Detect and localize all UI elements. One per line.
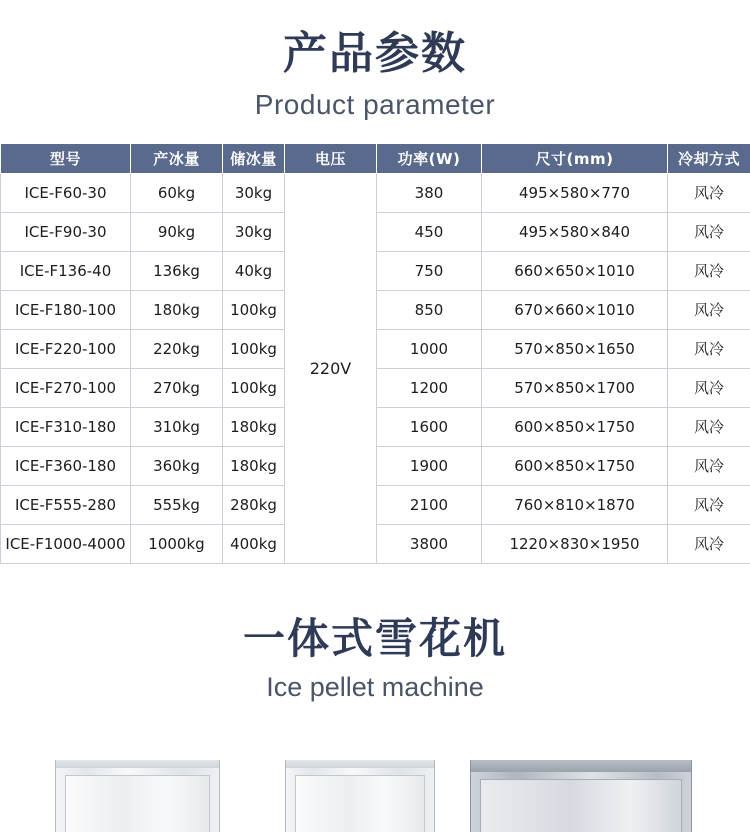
cell-model: ICE-F180-100 xyxy=(1,290,131,329)
machine-top-panel xyxy=(470,760,692,772)
machine-body xyxy=(285,768,435,832)
table-header-ice-output: 产冰量 xyxy=(131,143,223,173)
cell-power: 1600 xyxy=(377,407,482,446)
cell-cooling: 风冷 xyxy=(668,173,750,212)
cell-size: 1220×830×1950 xyxy=(482,524,668,563)
cell-model: ICE-F310-180 xyxy=(1,407,131,446)
cell-ice-output: 180kg xyxy=(131,290,223,329)
machine-body xyxy=(55,768,220,832)
cell-model: ICE-F220-100 xyxy=(1,329,131,368)
cell-size: 495×580×840 xyxy=(482,212,668,251)
cell-ice-output: 90kg xyxy=(131,212,223,251)
cell-ice-storage: 100kg xyxy=(223,329,285,368)
machine-top-panel xyxy=(285,760,435,768)
product-photo-strip xyxy=(0,760,750,832)
machine-top-panel xyxy=(55,760,220,768)
cell-size: 760×810×1870 xyxy=(482,485,668,524)
cell-size: 670×660×1010 xyxy=(482,290,668,329)
cell-power: 1200 xyxy=(377,368,482,407)
cell-ice-output: 270kg xyxy=(131,368,223,407)
spec-table xyxy=(0,143,750,564)
cell-ice-storage: 100kg xyxy=(223,290,285,329)
cell-cooling: 风冷 xyxy=(668,485,750,524)
cell-cooling: 风冷 xyxy=(668,290,750,329)
cell-ice-output: 220kg xyxy=(131,329,223,368)
cell-cooling: 风冷 xyxy=(668,524,750,563)
cell-ice-storage: 30kg xyxy=(223,173,285,212)
cell-ice-output: 310kg xyxy=(131,407,223,446)
cell-power: 1000 xyxy=(377,329,482,368)
cell-cooling: 风冷 xyxy=(668,368,750,407)
cell-model: ICE-F555-280 xyxy=(1,485,131,524)
cell-model: ICE-F270-100 xyxy=(1,368,131,407)
product-photo-machine-2 xyxy=(285,760,435,832)
cell-voltage: 220V xyxy=(285,173,377,563)
cell-cooling: 风冷 xyxy=(668,251,750,290)
cell-power: 450 xyxy=(377,212,482,251)
cell-ice-output: 360kg xyxy=(131,446,223,485)
cell-model: ICE-F136-40 xyxy=(1,251,131,290)
cell-size: 495×580×770 xyxy=(482,173,668,212)
cell-cooling: 风冷 xyxy=(668,407,750,446)
table-header-cooling: 冷却方式 xyxy=(668,143,750,173)
ice-pellet-machine-heading xyxy=(0,564,750,703)
machine-door xyxy=(480,779,682,832)
cell-size: 600×850×1750 xyxy=(482,446,668,485)
machine-door xyxy=(295,775,425,832)
cell-size: 660×650×1010 xyxy=(482,251,668,290)
page-title-en: Product parameter xyxy=(254,88,496,120)
cell-power: 3800 xyxy=(377,524,482,563)
machine-door xyxy=(65,775,210,832)
cell-ice-storage: 40kg xyxy=(223,251,285,290)
cell-model: ICE-F90-30 xyxy=(1,212,131,251)
cell-size: 600×850×1750 xyxy=(482,407,668,446)
cell-power: 750 xyxy=(377,251,482,290)
cell-cooling: 风冷 xyxy=(668,446,750,485)
cell-power: 1900 xyxy=(377,446,482,485)
table-header-row xyxy=(1,143,750,173)
cell-ice-storage: 100kg xyxy=(223,368,285,407)
table-header-size: 尺寸(mm) xyxy=(482,143,668,173)
cell-ice-storage: 400kg xyxy=(223,524,285,563)
machine-body xyxy=(470,772,692,832)
table-header-power: 功率(W) xyxy=(377,143,482,173)
table-row xyxy=(1,173,750,212)
cell-ice-storage: 180kg xyxy=(223,446,285,485)
cell-ice-output: 136kg xyxy=(131,251,223,290)
cell-ice-storage: 180kg xyxy=(223,407,285,446)
table-header-model: 型号 xyxy=(1,143,131,173)
spec-table-container xyxy=(0,143,750,564)
cell-model: ICE-F1000-4000 xyxy=(1,524,131,563)
cell-ice-storage: 280kg xyxy=(223,485,285,524)
cell-power: 2100 xyxy=(377,485,482,524)
cell-ice-output: 60kg xyxy=(131,173,223,212)
cell-ice-output: 1000kg xyxy=(131,524,223,563)
table-header-voltage: 电压 xyxy=(285,143,377,173)
section-title-en: Ice pellet machine xyxy=(266,671,484,702)
cell-power: 850 xyxy=(377,290,482,329)
section-title-cn: 一体式雪花机 xyxy=(242,613,507,663)
cell-model: ICE-F60-30 xyxy=(1,173,131,212)
product-photo-machine-1 xyxy=(55,760,220,832)
product-parameter-heading xyxy=(0,0,750,121)
cell-power: 380 xyxy=(377,173,482,212)
page-title-cn: 产品参数 xyxy=(283,28,467,79)
cell-cooling: 风冷 xyxy=(668,329,750,368)
cell-model: ICE-F360-180 xyxy=(1,446,131,485)
cell-ice-storage: 30kg xyxy=(223,212,285,251)
cell-cooling: 风冷 xyxy=(668,212,750,251)
cell-size: 570×850×1650 xyxy=(482,329,668,368)
table-header-ice-storage: 储冰量 xyxy=(223,143,285,173)
cell-size: 570×850×1700 xyxy=(482,368,668,407)
product-photo-machine-3 xyxy=(470,760,692,832)
cell-ice-output: 555kg xyxy=(131,485,223,524)
